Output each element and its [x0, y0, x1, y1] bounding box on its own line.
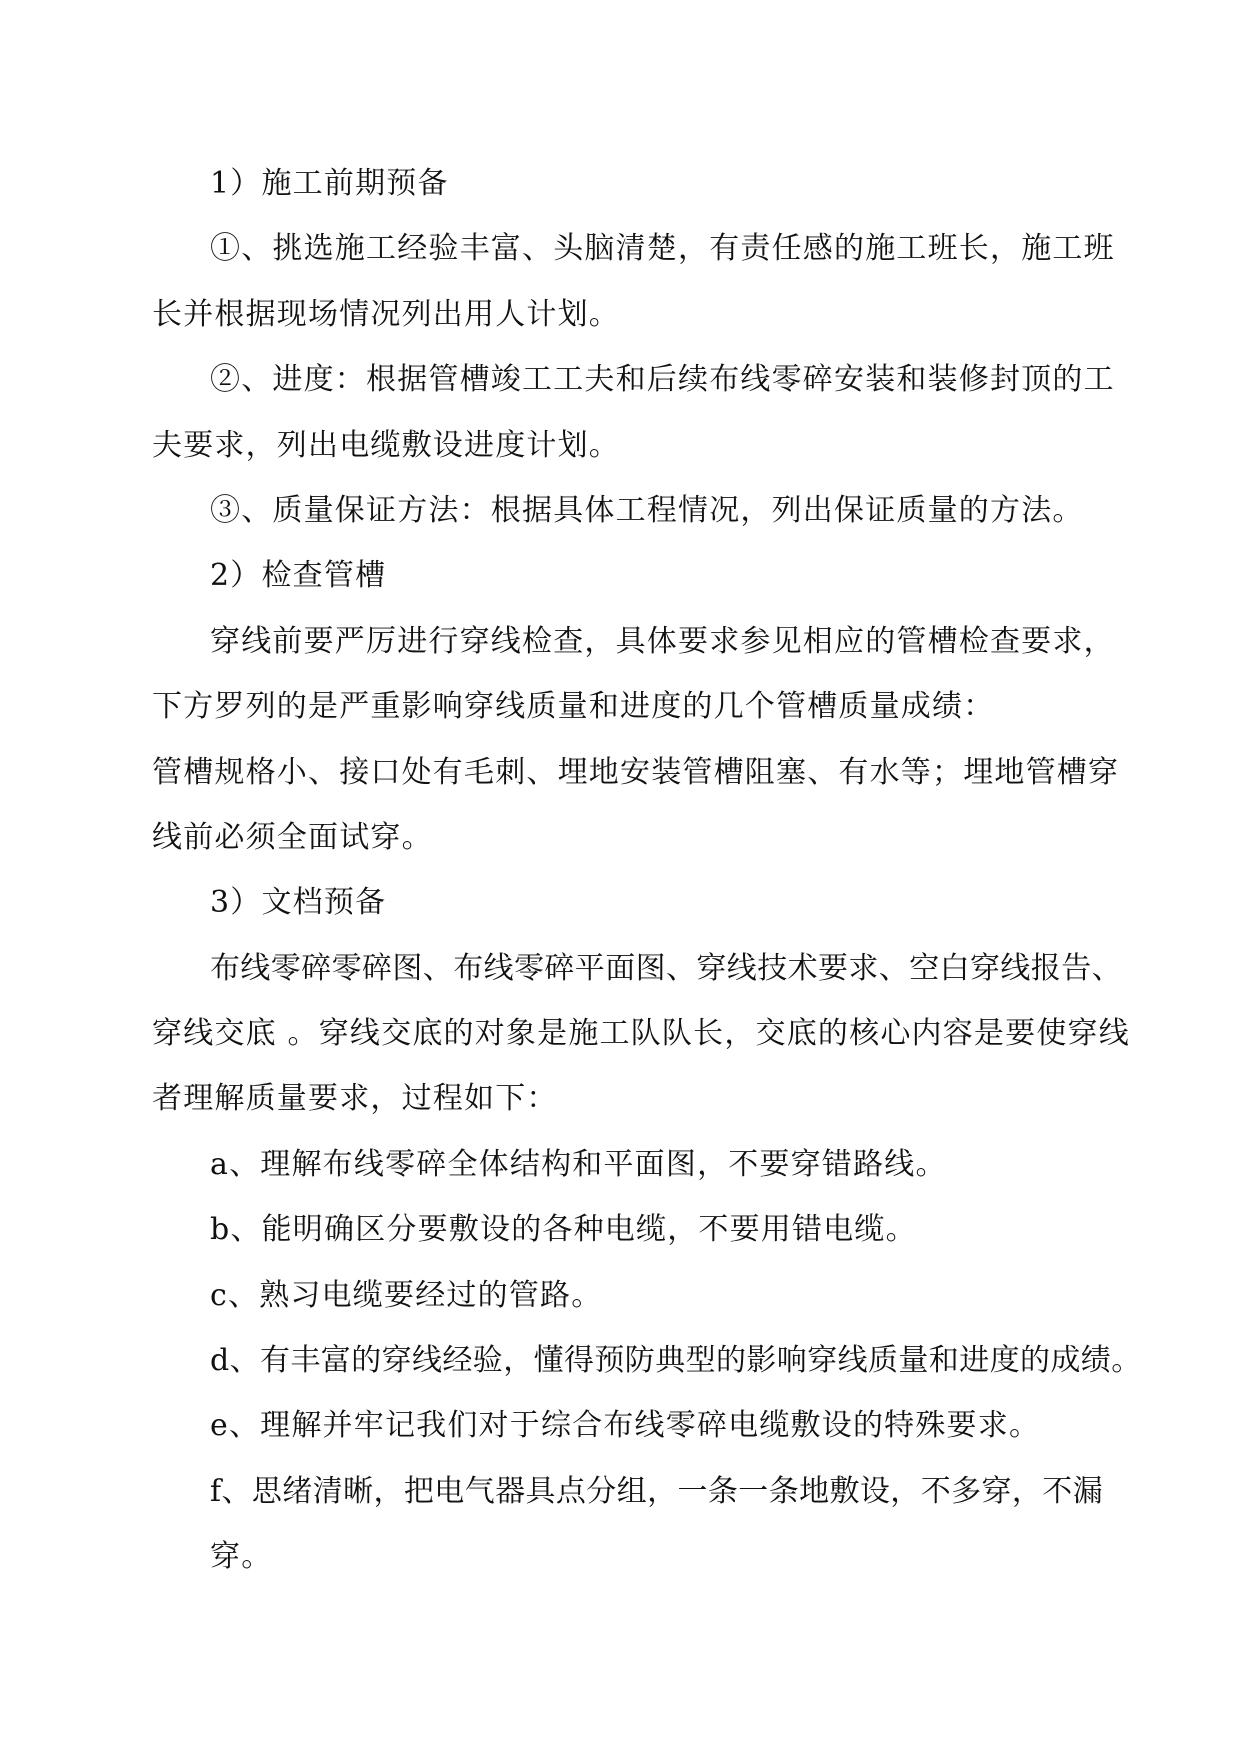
- list-item-line: f、思绪清晰，把电气器具点分组，一条一条地敷设，不多穿，不漏: [210, 1473, 1104, 1509]
- list-item: [0, 1393, 1241, 1458]
- section-inspect-conduit: [0, 543, 1241, 870]
- paragraph-line: 下方罗列的是严重影响穿线质量和进度的几个管槽质量成绩：: [152, 689, 995, 725]
- list-item-line: c、熟习电缆要经过的管路。: [210, 1277, 603, 1313]
- paragraph: [0, 740, 1241, 871]
- paragraph: [0, 347, 1241, 478]
- paragraph-line: 线前必须全面试穿。: [152, 819, 433, 855]
- list-item: [0, 1328, 1241, 1393]
- paragraph-line: 管槽规格小、接口处有毛刺、埋地安装管槽阻塞、有水等；埋地管槽穿: [152, 754, 1120, 790]
- section-heading: 2）检查管槽: [210, 558, 387, 594]
- list-item-line: d、有丰富的穿线经验，懂得预防典型的影响穿线质量和进度的成绩。: [210, 1343, 1142, 1379]
- paragraph: [0, 478, 1241, 543]
- list-item-line: 穿。: [210, 1539, 273, 1575]
- paragraph-line: 穿线交底 。穿线交底的对象是施工队队长，交底的核心内容是要使穿线: [152, 1016, 1130, 1052]
- paragraph-line: 布线零碎零碎图、布线零碎平面图、穿线技术要求、空白穿线报告、: [210, 950, 1122, 986]
- list-item-line: b、能明确区分要敷设的各种电缆，不要用错电缆。: [210, 1212, 917, 1248]
- paragraph-line: 夫要求，列出电缆敷设进度计划。: [152, 427, 620, 463]
- section-heading: 3）文档预备: [210, 885, 387, 921]
- paragraph-line: 者理解质量要求，过程如下：: [152, 1081, 558, 1117]
- paragraph-line: 长并根据现场情况列出用人计划。: [152, 296, 620, 332]
- list-item: [0, 1459, 1241, 1590]
- section-document-preparation: [0, 870, 1241, 1589]
- paragraph: [0, 216, 1241, 347]
- paragraph-line: ①、挑选施工经验丰富、头脑清楚，有责任感的施工班长，施工班: [210, 231, 1115, 267]
- paragraph-line: 穿线前要严厉进行穿线检查，具体要求参见相应的管槽检查要求，: [210, 623, 1115, 659]
- paragraph: [0, 609, 1241, 740]
- list-item-line: e、理解并牢记我们对于综合布线零碎电缆敷设的特殊要求。: [210, 1408, 1041, 1444]
- list-item-line: a、理解布线零碎全体结构和平面图，不要穿错路线。: [210, 1146, 947, 1182]
- document-body: [0, 151, 1241, 1590]
- section-heading: 1）施工前期预备: [210, 166, 449, 201]
- paragraph: [0, 936, 1241, 1132]
- list-item: [0, 1197, 1241, 1262]
- list-item: [0, 1263, 1241, 1328]
- paragraph-line: ②、进度：根据管槽竣工工夫和后续布线零碎安装和装修封顶的工: [210, 362, 1115, 398]
- paragraph-line: ③、质量保证方法：根据具体工程情况，列出保证质量的方法。: [210, 492, 1084, 528]
- list-item: [0, 1132, 1241, 1197]
- section-preparation: [0, 151, 1241, 543]
